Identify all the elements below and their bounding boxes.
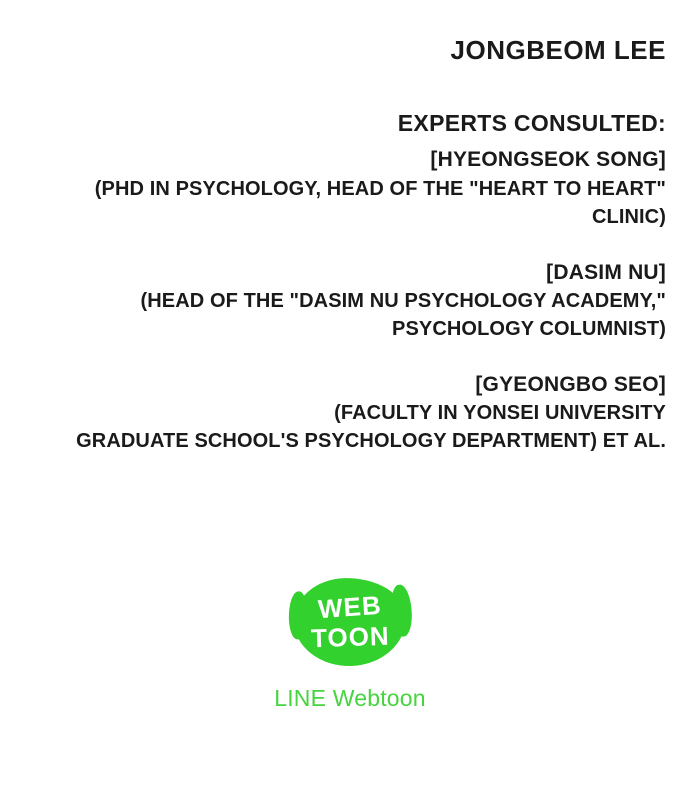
webtoon-logo-icon xyxy=(294,578,406,666)
logo-line-two: TOON xyxy=(310,620,390,654)
expert-description-line: GRADUATE SCHOOL'S PSYCHOLOGY DEPARTMENT) ET AL. xyxy=(76,430,666,453)
author-name: JONGBEOM LEE xyxy=(450,35,666,65)
expert-entry xyxy=(30,371,670,455)
expert-entry xyxy=(30,146,670,230)
expert-name: [DASIM NU] xyxy=(546,260,666,284)
expert-description-line: PSYCHOLOGY COLUMNIST) xyxy=(392,318,666,341)
expert-description-line: (FACULTY IN YONSEI UNIVERSITY xyxy=(334,402,666,425)
expert-entry xyxy=(30,259,670,343)
brand-name: LINE Webtoon xyxy=(274,685,426,711)
footer-branding xyxy=(0,578,700,712)
logo-line-one: WEB xyxy=(317,589,383,625)
expert-description-line: (PHD IN PSYCHOLOGY, HEAD OF THE "HEART TO HEART" CLINIC) xyxy=(94,177,666,228)
logo-text xyxy=(294,578,406,666)
experts-consulted-heading: EXPERTS CONSULTED: xyxy=(397,109,666,136)
expert-name: [HYEONGSEOK SONG] xyxy=(430,148,666,172)
expert-description-line: (HEAD OF THE "DASIM NU PSYCHOLOGY ACADEMY," xyxy=(140,290,666,313)
expert-name: [GYEONGBO SEO] xyxy=(475,373,666,397)
